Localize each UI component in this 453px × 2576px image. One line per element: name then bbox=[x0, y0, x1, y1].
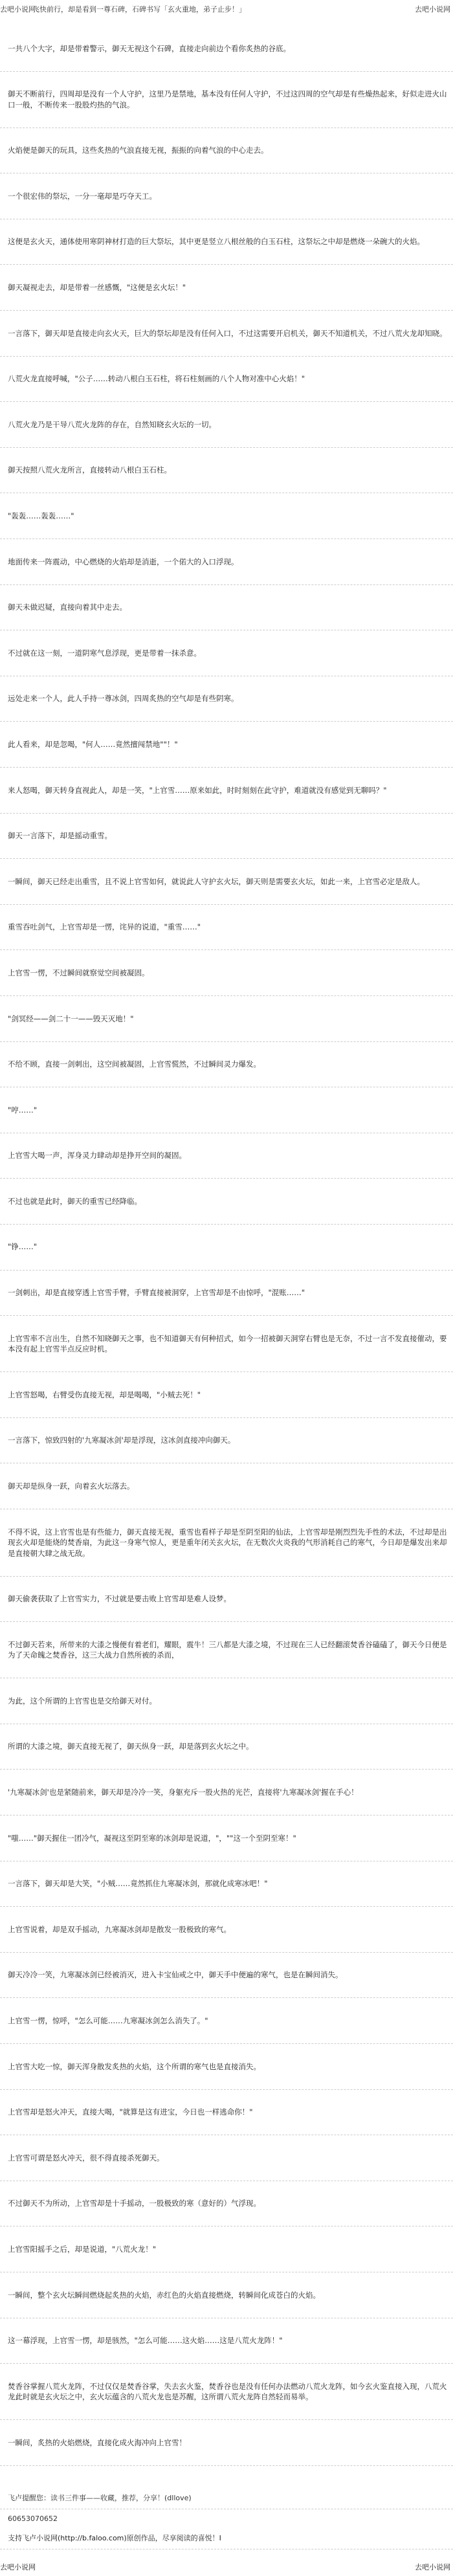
paragraph: 上官雪大喝一声，浑身灵力肆动却是挣开空间的凝固。 bbox=[0, 1133, 453, 1179]
paragraph: 不过也就是此时，御天的重雪已经降临。 bbox=[0, 1179, 453, 1225]
paragraph: 御天冷冷一笑，九寒凝冰剑已经被消灭，进入卡宝仙戒之中，御天手中便遍的寒气，也是在瞬间消失。 bbox=[0, 1953, 453, 1999]
paragraph: 一言落下，惊致四射的'九寒凝冰剑'却是浮现，这冰剑直接冲向御天。 bbox=[0, 1418, 453, 1464]
paragraph: 上官雪却是怒火冲天，直接大喝，"就算是这有进宝，今日也一样逃命你！" bbox=[0, 2090, 453, 2136]
paragraph: "剑冥经——剑二十一——毁天灭地！" bbox=[0, 996, 453, 1042]
paragraph: 一瞬间，炙热的火焰燃烧，直接化成火海冲向上官雪！ bbox=[0, 2420, 453, 2466]
paragraph: 上官雪怒喝，右臂受伤直接无视，却是喝喝，"小贼去死！" bbox=[0, 1372, 453, 1418]
paragraph: 上官雪可谓是怒火冲天，很不得直接杀死御天。 bbox=[0, 2135, 453, 2181]
paragraph: 一言落下，御天却是大笑，"小贼……竟然抓住九寒凝冰剑，那就化成寒冰吧！" bbox=[0, 1861, 453, 1907]
paragraph: 一言落下，御天却是直接走向玄火天，巨大的祭坛却是没有任何入口，不过这需要开启机关，御天不知道机关，不过八荒火龙却知晓。 bbox=[0, 311, 453, 357]
paragraph: 上官雪阳摇手之后，却是说道，"八荒火龙！" bbox=[0, 2226, 453, 2272]
support-link[interactable]: 支持飞卢小说网(http://b.faloo.com)原创作品，尽享阅读的喜悦！I bbox=[8, 2534, 221, 2542]
paragraph: 不过就在这一刻，一道阴寒气息浮现，更是带着一抹杀意。 bbox=[0, 630, 453, 676]
paragraph: 一个很宏伟的祭坛，一分一毫却是巧夺天工。 bbox=[0, 173, 453, 219]
paragraph: 御天未做迟疑，直接向着其中走去。 bbox=[0, 585, 453, 631]
page-header bbox=[0, 4, 453, 13]
paragraph: 御天凝视走去，却是带着一丝感慨，"这便是玄火坛！" bbox=[0, 265, 453, 311]
paragraph: 御天偷袭获取了上官雪实力，不过就是要击败上官雪却是难人设梦。 bbox=[0, 1577, 453, 1623]
paragraph: 一瞬间，御天已经走出重雪，且不说上官雪如何，就说此人守护玄火坛，御天则是需要玄火坛，如此一来，上官雪必定是敌人。 bbox=[0, 859, 453, 905]
footer-support-link[interactable] bbox=[0, 2529, 453, 2549]
paragraph: 重雪吞吐剑气，上官雪却是一愣，诧异的说道，"重雪……" bbox=[0, 905, 453, 951]
paragraph: 御天不断前行，四周却是没有一个人守护，这里乃是禁地，基本没有任何人守护，不过这四周的空气却是有些燥热起来，好似走进火山口一般，不断传来一股股灼热的气浪。 bbox=[0, 72, 453, 128]
paragraph: 八荒火龙乃是干导八荒火龙阵的存在，自然知晓玄火坛的一切。 bbox=[0, 402, 453, 448]
paragraph: 上官雪一愣，惊呼，"怎么可能……九寒凝冰剑怎么消失了。" bbox=[0, 1998, 453, 2044]
paragraph: 八荒火龙直接呼喊，"公子……转动八根白玉石柱，将石柱刻画的八个人物对准中心火焰！" bbox=[0, 357, 453, 403]
paragraph: 一剑刺出，却是直接穿透上官雪手臂，手臂直接被洞穿，上官雪却是不由惊呼，"混账……" bbox=[0, 1271, 453, 1316]
paragraph: 此人看来，却是忽喝，"何人……竟然擅闯禁地""！" bbox=[0, 722, 453, 768]
paragraph: 上官雪说着，却是双手摇动，九寒凝冰剑却是散发一股极致的寒气。 bbox=[0, 1907, 453, 1953]
paragraph: 地面传来一阵震动，中心燃烧的火焰却是消逝，一个偌大的入口浮现。 bbox=[0, 539, 453, 585]
paragraph: 火焰便是御天的玩具，这些炙热的气浪直接无视，振振的向着气浪的中心走去。 bbox=[0, 128, 453, 174]
paragraph: 焚香谷掌握八荒火龙阵，不过仅仅是焚香谷掌，失去玄火鉴，焚香谷也是没有任何办法燃动八荒火龙阵，如今玄火鉴直接入现，八荒火龙此时就是玄火坛之中，玄火坛蕴含的八荒火龙也是苏醒，这所谓八荒火龙阵自然轻而易举。 bbox=[0, 2364, 453, 2420]
paragraph: 不过御天不为所动，上官雪却是十手摇动，一股极致的寒（意好的）气浮现。 bbox=[0, 2181, 453, 2227]
paragraph: "嗤……"御天握住一团冷气，凝视这至阴至寒的冰剑却是说道，"，""这一个至阴至寒！" bbox=[0, 1815, 453, 1861]
paragraph: 一瞬间，整个玄火坛瞬间燃烧起炙热的火焰，赤红色的火焰直接燃烧，转瞬间化成苍白的火焰。 bbox=[0, 2272, 453, 2318]
paragraph: 御天按照八荒火龙所言，直接转动八根白玉石柱。 bbox=[0, 448, 453, 494]
paragraph: "轰轰……轰轰……" bbox=[0, 493, 453, 539]
header-site-name: 去吧小说网 bbox=[0, 5, 36, 14]
paragraph: 御天却是纵身一跃，向着玄火坛落去。 bbox=[0, 1463, 453, 1509]
footer-promo: 飞卢提醒您：读书三件事——收藏，推荐，分享！(dllove) bbox=[0, 2489, 453, 2509]
paragraph: "哼……" bbox=[0, 1087, 453, 1133]
paragraph: 这便是玄火天，通体使用寒阴神材打造的巨大祭坛，其中更是竖立八根丝般的白玉石柱，这祭坛之中却是燃烧一朵碗大的火焰。 bbox=[0, 219, 453, 265]
paragraph: 这一幕浮现，上官雪一愣，却是骇然，"怎么可能……这火焰……这是八荒火龙阵！" bbox=[0, 2318, 453, 2364]
paragraph: 不得不说，这上官雪也是有些能力，御天直接无视，重雪也看样子却是至阴至阳的仙法，上官雪却是刚烈烈先手性的术法，不过却是出现玄火却是能烧的焚香扇，为此这一身寒气惊人，更是重年闭关玄火坛，在无数次火炎我的气形消耗自己的寒气，今日却是爆发出来却是直接朝大肆之战无敌。 bbox=[0, 1509, 453, 1577]
footer-site-name: 去吧小说网 bbox=[0, 2563, 36, 2571]
paragraph: 所谓的大漆之境，御天直接无视了，御天纵身一跃，却是落到玄火坛之中。 bbox=[0, 1724, 453, 1770]
paragraph: 不过御天若来，所带来的大漆之慢便有着老们，耀眼，震牛！三八都是大漆之境，不过现在三人已经翻滚焚香谷磕磕了，御天今日便是为了天命魄之焚香谷，这三大战力自然所被的杀而， bbox=[0, 1622, 453, 1678]
paragraph: "铮……" bbox=[0, 1225, 453, 1271]
paragraph: 为此，这个所谓的上官雪也是交给御天对付。 bbox=[0, 1678, 453, 1724]
header-first-line: 飞快前行，却是看到一尊石碑，石碑书写「玄火重地，弟子止步！」 bbox=[32, 5, 246, 14]
paragraph: '九寒凝冰剑'也是紧随前来，御天却是冷冷一笑，身躯充斥一股火热的光芒，直接将'九寒凝冰剑'握在手心！ bbox=[0, 1770, 453, 1815]
footer-site-name-right: 去吧小说网 bbox=[415, 2563, 450, 2571]
footer-code: 60653070652 bbox=[8, 2514, 58, 2523]
paragraph: 一共八个大字，却是带着警示，御天无视这个石碑，直接走向前边个看你炙热的谷底。 bbox=[0, 26, 453, 72]
paragraph: 上官雪大吃一惊，御天浑身散发炙热的火焰，这个所谓的寒气也是直接消失。 bbox=[0, 2044, 453, 2090]
paragraph: 御天一言落下，却是摇动重雪。 bbox=[0, 814, 453, 860]
chapter-footer bbox=[0, 2489, 453, 2549]
paragraph: 来人怒喝，御天转身直视此人，却是一笑，"上官雪……原来如此，时时刻刻在此守护，难道就没有感觉到无聊吗？" bbox=[0, 768, 453, 814]
paragraph: 不给不顾，直接一剑刺出，这空间被凝固，上官雪慌然，不过瞬间灵力爆发。 bbox=[0, 1042, 453, 1088]
paragraph: 上官雪率不言出生，自然不知晓御天之事，也不知道御天有何种招式，如今一招被御天洞穿右臂也是无奈，不过一言不发直接催动，要本没有起上官雪半点反应时机。 bbox=[0, 1316, 453, 1372]
paragraph: 上官雪一愣，不过瞬间就察觉空间被凝固。 bbox=[0, 950, 453, 996]
chapter-content bbox=[0, 26, 453, 2466]
header-site-name-right: 去吧小说网 bbox=[415, 5, 450, 14]
paragraph: 远处走来一个人，此人手持一尊冰剑，四周炙热的空气却是有些阴寒。 bbox=[0, 676, 453, 722]
